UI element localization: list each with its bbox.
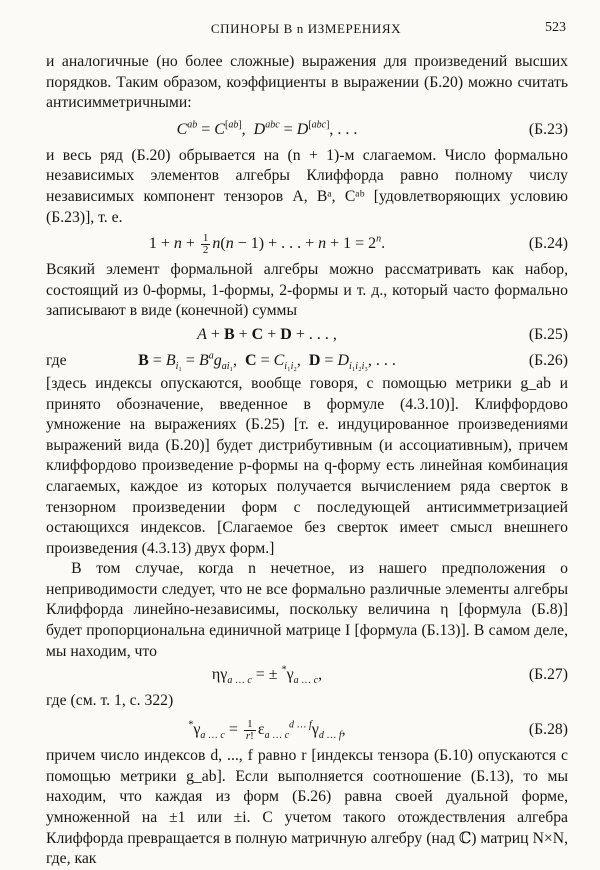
paragraph-5: В том случае, когда n нечетное, из нашего предположения о неприводимости следует, что не все формально различные элементы алгебры Клиффорда линейно-независимы, поскольку величина η [формула (Б.8)] будет пропорциональна единичной матрице I [формула (Б.13)]. В самом деле, мы находим, что [46,560,568,660]
equation-b26-label: (Б.26) [528,351,568,369]
equation-b24 [46,228,568,260]
paragraph-6: причем число индексов d, ..., f равно r [индексы тензора (Б.10) опускаются с помощью метрики g_ab]. Если выполняется соотношение (Б.13), то мы находим, что каждая из форм (Б.26) равна своей дуальной форме, умноженной на ±1 или ±i. С учетом такого отождествления алгебра Клиффорда превращается в полную матричную алгебру (над ℂ) матриц N×N, где, как [46,747,568,868]
equation-b27-math: $\eta\gamma_{a \dots c}$ = ± $^*\gamma_{a \dots c}$, [211,664,323,687]
lead-where-2: где (см. т. 1, с. 322) [46,692,174,710]
equation-b26 [46,348,568,374]
page-body [46,52,568,870]
equation-b27-label: (Б.27) [528,666,568,684]
equation-b26-math: $B = B_{i_1} = B^ag_{ai_1}$, $C = C_{i_1i_2}$, $D = D_{i_1i_2i_3}$, . . . [138,350,396,373]
equation-b25-label: (Б.25) [528,325,568,343]
equation-b24-label: (Б.24) [528,235,568,253]
equation-b28-math: $^*\gamma_{a \dots c}$ = $\frac{1}{r!}$ $\varepsilon_{a \dots c}^{d \dots f}\gamma_{d \dots f}$, [188,718,346,743]
equation-b23 [46,114,568,146]
equation-b23-math: $C^{ab} = C[ab]$, $D^{abc} = D[abc]$, . . . [176,119,358,138]
running-header [46,21,566,41]
running-title: СПИНОРЫ В n ИЗМЕРЕНИЯХ [210,21,402,36]
page-number: 523 [545,20,566,35]
paragraph-2: и весь ряд (Б.20) обрывается на (n + 1)-м слагаемом. Число формально независимых элементов алгебры Клиффорда равно полному числу независимых компонент тензоров A, Bᵃ, Cᵃᵇ [удовлетворяющих условию (Б.23)], т. е. [46,146,568,226]
equation-b24-math: 1 + n + $\frac{1}{2}$ n(n − 1) + . . . + $n + 1 = 2^n$. [148,231,386,256]
equation-b28-label: (Б.28) [528,721,568,739]
equation-b23-label: (Б.23) [528,120,568,138]
equation-b25 [46,322,568,348]
equation-b25-math: A + B + C + D + . . . , [197,325,337,343]
paragraph-4: [здесь индексы опускаются, вообще говоря, с помощью метрики g_ab и принято обозначение, введенное в формуле (4.3.10)]. Клиффордово умножение на выражениях (Б.25) [т. е. индуцированное произведениями выражений вида (Б.20)] будет дистрибутивным (и ассоциативным), причем клиффордово произведение p-формы на q-форму есть линейная комбинация слагаемых, каждое из которых получается вычислением ряда сверток в тензорном произведении форм с последующей антисимметризацией остающихся индексов. [Слагаемое без сверток имеет смысл внешнего произведения (4.3.13) двух форм.] [46,374,568,557]
paragraph-1: и аналогичные (но более сложные) выражения для произведений высших порядков. Таким образом, коэффициенты в выражении (Б.20) можно считать антисимметричными: [46,53,568,112]
lead-where-2-row [46,688,568,714]
equation-b27 [46,662,568,688]
equation-b28 [46,714,568,746]
lead-where-1: где [46,351,67,369]
paragraph-3: Всякий элемент формальной алгебры можно рассматривать как набор, состоящий из 0-формы, 1-формы, 2-формы и т. д., который часто формально записывают в виде (конечной) суммы [46,261,568,320]
